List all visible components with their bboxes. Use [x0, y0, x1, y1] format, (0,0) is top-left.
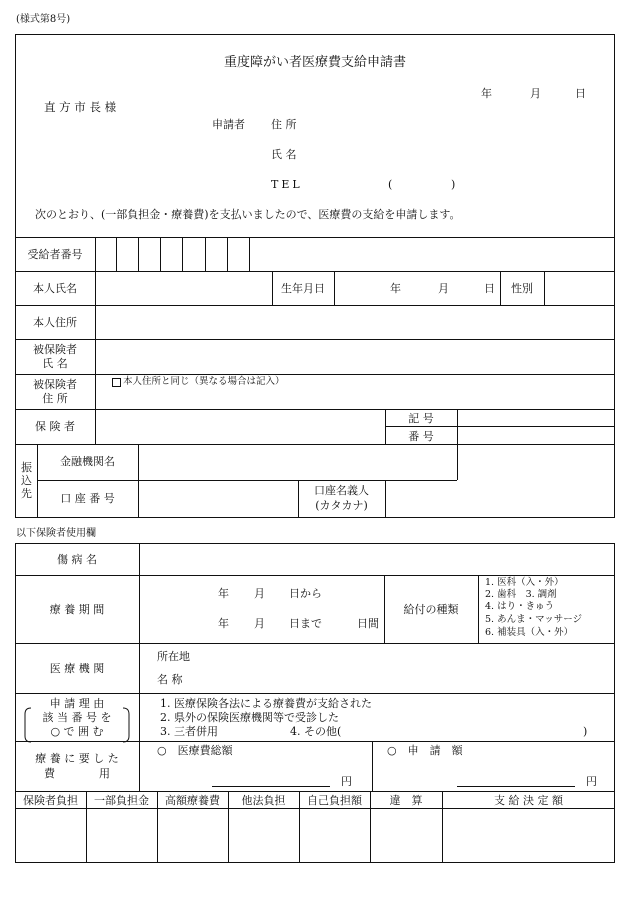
- insurer-label: 保 険 者: [35, 420, 75, 433]
- date-day-label: 日: [575, 87, 586, 100]
- sex-field[interactable]: [545, 272, 614, 305]
- cost-label-line1: 療 養 に 要 し た: [35, 752, 119, 765]
- recipient-number-field[interactable]: [96, 238, 249, 271]
- reason-other-field[interactable]: [350, 724, 580, 739]
- total-cost-yen: 円: [341, 775, 352, 788]
- period-to-month: 月: [254, 617, 265, 630]
- applicant-name-label: 氏 名: [271, 148, 297, 161]
- period-from-month: 月: [254, 587, 265, 600]
- medical-institution-label: 医 療 機 関: [49, 662, 105, 675]
- applicant-address-field[interactable]: [310, 114, 605, 134]
- reason-label-line2: 該 当 番 号 を: [42, 711, 112, 724]
- reason-1[interactable]: 1. 医療保険各法による療養費が支給された: [160, 697, 372, 710]
- cost-label-line2: 費 用: [44, 767, 110, 780]
- benefit-type-4[interactable]: 4. はり・きゅう: [485, 601, 555, 612]
- same-address-checkbox[interactable]: [112, 378, 121, 387]
- period-from-day: 日から: [289, 587, 322, 600]
- bango-field[interactable]: [458, 427, 614, 444]
- requested-amount-yen: 円: [586, 775, 597, 788]
- partial-burden-field[interactable]: [87, 809, 157, 862]
- transfer-label-2: 込: [21, 474, 32, 487]
- period-days: 日間: [357, 617, 379, 630]
- treatment-period-field[interactable]: [140, 576, 384, 643]
- header-high-cost: 高額療養費: [165, 794, 220, 807]
- insured-address-label-line2: 住 所: [42, 392, 68, 405]
- insurer-field[interactable]: [96, 410, 384, 444]
- date-month-label: 月: [530, 87, 541, 100]
- benefit-type-1[interactable]: 1. 医科（入・外）: [485, 577, 564, 588]
- applicant-name-field[interactable]: [310, 144, 605, 164]
- location-label: 所在地: [157, 650, 190, 663]
- total-cost-field[interactable]: [212, 768, 330, 786]
- account-number-label: 口 座 番 号: [60, 492, 115, 505]
- treatment-period-label: 療 養 期 間: [49, 603, 105, 616]
- reason-3[interactable]: 3. 三者併用: [160, 725, 218, 738]
- bank-label: 金融機関名: [60, 455, 115, 468]
- self-burden-field[interactable]: [300, 809, 370, 862]
- header-self-burden: 自己負担額: [307, 794, 362, 807]
- person-address-label: 本人住所: [33, 316, 77, 329]
- institution-location-field[interactable]: [200, 645, 612, 667]
- account-holder-label-line2: (カタカナ): [315, 499, 368, 512]
- birth-month-label: 月: [438, 282, 449, 295]
- applicant-address-label: 住 所: [271, 118, 297, 131]
- applicant-label: 申請者: [212, 118, 245, 131]
- form-title: 重度障がい者医療費支給申請書: [223, 55, 406, 70]
- institution-name-field[interactable]: [200, 668, 612, 691]
- birthdate-label: 生年月日: [281, 282, 325, 295]
- illness-field[interactable]: [140, 544, 614, 575]
- insurer-section-label: 以下保険者使用欄: [16, 528, 96, 539]
- header-insurer-burden: 保険者負担: [23, 794, 78, 807]
- transfer-label-3: 先: [21, 487, 32, 500]
- insured-name-label-line1: 被保険者: [33, 343, 77, 356]
- kigo-label: 記 号: [408, 412, 434, 425]
- reason-label-line3: ○ で 囲 む: [50, 725, 104, 738]
- account-holder-label-line1: 口座名義人: [314, 484, 369, 497]
- benefit-type-2-3[interactable]: 2. 歯科 3. 調剤: [485, 589, 557, 600]
- transfer-label-1: 振: [21, 461, 32, 474]
- same-address-note: 本人住所と同じ（異なる場合は記入）: [123, 376, 285, 387]
- applicant-tel-field[interactable]: [315, 174, 460, 194]
- recipient-number-label: 受給者番号: [27, 248, 83, 261]
- date-year-label: 年: [481, 87, 492, 100]
- birth-year-label: 年: [390, 282, 401, 295]
- reason-bracket-right: [122, 707, 130, 743]
- bank-field[interactable]: [139, 445, 457, 480]
- benefit-type-label: 給付の種類: [403, 603, 459, 616]
- reason-2[interactable]: 2. 県外の保険医療機関等で受診した: [160, 711, 339, 724]
- reason-label-line1: 申 請 理 由: [49, 697, 105, 710]
- tel-close-paren: ): [451, 178, 456, 191]
- header-miscalculation: 違 算: [389, 794, 423, 807]
- birthdate-field[interactable]: [335, 272, 500, 305]
- miscalculation-field[interactable]: [371, 809, 442, 862]
- header-other-law: 他法負担: [241, 794, 286, 807]
- illness-label: 傷 病 名: [57, 553, 97, 566]
- sex-label: 性別: [511, 282, 533, 295]
- header-payment-decision: 支 給 決 定 額: [494, 794, 563, 807]
- insured-address-field[interactable]: [96, 391, 614, 409]
- period-to-year: 年: [218, 617, 229, 630]
- application-statement: 次のとおり、(一部負担金・療養費)を支払いましたので、医療費の支給を申請します。: [35, 208, 461, 221]
- account-number-field[interactable]: [139, 481, 297, 517]
- kigo-field[interactable]: [458, 410, 614, 426]
- person-name-field[interactable]: [96, 272, 271, 305]
- other-law-field[interactable]: [229, 809, 299, 862]
- benefit-type-6[interactable]: 6. 補装具（入・外）: [485, 627, 574, 638]
- insured-name-field[interactable]: [96, 340, 614, 374]
- requested-amount-field[interactable]: [457, 768, 575, 786]
- payment-decision-field[interactable]: [443, 809, 614, 862]
- high-cost-field[interactable]: [158, 809, 228, 862]
- person-name-label: 本人氏名: [33, 282, 77, 295]
- reason-bracket-left: [24, 707, 32, 743]
- applicant-tel-label: TEL: [271, 178, 303, 191]
- bango-label: 番 号: [408, 430, 434, 443]
- benefit-type-5[interactable]: 5. あんま・マッサージ: [485, 614, 583, 625]
- birth-day-label: 日: [484, 282, 495, 295]
- period-to-day: 日まで: [289, 617, 322, 630]
- reason-4-close: ): [583, 725, 588, 738]
- requested-amount-label: ○ 申 請 額: [387, 744, 463, 757]
- addressee: 直 方 市 長 様: [44, 100, 117, 114]
- person-address-field[interactable]: [96, 306, 614, 339]
- form-number: (様式第8号): [16, 14, 71, 25]
- header-partial-burden: 一部負担金: [94, 794, 149, 807]
- tel-open-paren: (: [388, 178, 393, 191]
- account-holder-field[interactable]: [386, 481, 614, 517]
- insured-address-label-line1: 被保険者: [33, 378, 77, 391]
- insurer-burden-field[interactable]: [16, 809, 86, 862]
- total-cost-label: ○ 医療費総額: [157, 744, 233, 757]
- institution-name-label: 名 称: [157, 673, 183, 686]
- period-from-year: 年: [218, 587, 229, 600]
- reason-4[interactable]: 4. その他(: [290, 725, 342, 738]
- insured-name-label-line2: 氏 名: [42, 357, 68, 370]
